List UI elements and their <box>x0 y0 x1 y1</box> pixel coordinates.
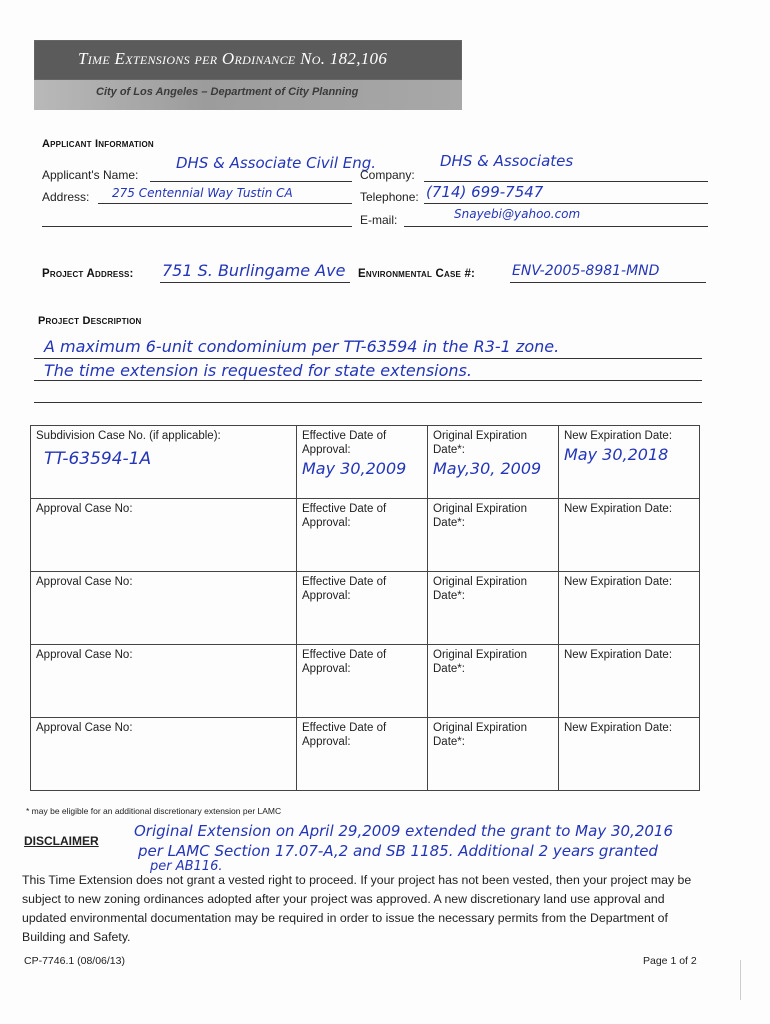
approval-case-label: Approval Case No: <box>36 722 133 734</box>
description-rule-2 <box>34 380 702 381</box>
effective-date-cell[interactable] <box>297 645 428 718</box>
department-subtitle: City of Los Angeles – Department of City Planning <box>96 86 359 98</box>
approval-case-cell[interactable] <box>31 718 297 791</box>
company-line <box>424 181 708 182</box>
original-expiration-label: Original Expiration Date*: <box>433 576 527 602</box>
original-expiration-cell[interactable] <box>428 426 559 499</box>
table-row <box>31 426 700 499</box>
address-line-2 <box>42 226 352 227</box>
effective-date-label: Effective Date of Approval: <box>302 722 387 748</box>
company-label: Company: <box>360 168 415 182</box>
approval-case-cell[interactable] <box>31 572 297 645</box>
header-banner <box>34 40 462 110</box>
effective-date-label: Effective Date of Approval: <box>302 503 387 529</box>
table-row <box>31 572 700 645</box>
effective-date-cell[interactable] <box>297 499 428 572</box>
new-expiration-label: New Expiration Date: <box>564 649 673 661</box>
effective-date-label: Effective Date of Approval: <box>302 576 387 602</box>
new-expiration-cell[interactable] <box>559 499 700 572</box>
handwritten-note-line-1: Original Extension on April 29,2009 extended the grant to May 30,2016 <box>134 822 673 840</box>
applicant-name-label: Applicant's Name: <box>42 168 139 182</box>
address-label: Address: <box>42 190 90 204</box>
new-expiration-cell[interactable] <box>559 645 700 718</box>
approval-case-label: Approval Case No: <box>36 576 133 588</box>
original-expiration-label: Original Expiration Date*: <box>433 722 527 748</box>
effective-date-cell[interactable] <box>297 572 428 645</box>
approval-case-label: Approval Case No: <box>36 649 133 661</box>
scan-edge-mark <box>740 960 741 1000</box>
original-expiration-cell[interactable] <box>428 645 559 718</box>
project-address-field[interactable]: 751 S. Burlingame Ave <box>162 261 346 280</box>
new-expiration-cell[interactable] <box>559 572 700 645</box>
new-expiration-cell[interactable] <box>559 718 700 791</box>
effective-date-value: May 30,2009 <box>302 459 407 478</box>
subdivision-case-label: Subdivision Case No. (if applicable): <box>36 430 221 442</box>
telephone-line <box>424 203 708 204</box>
effective-date-label: Effective Date of Approval: <box>302 430 387 456</box>
applicant-name-line <box>150 181 352 182</box>
new-expiration-label: New Expiration Date: <box>564 576 673 588</box>
environmental-case-field[interactable]: ENV-2005-8981-MND <box>512 263 660 279</box>
email-field[interactable]: Snayebi@yahoo.com <box>454 207 581 221</box>
original-expiration-cell[interactable] <box>428 718 559 791</box>
address-line <box>98 203 352 204</box>
telephone-label: Telephone: <box>360 190 419 204</box>
effective-date-cell[interactable] <box>297 718 428 791</box>
original-expiration-cell[interactable] <box>428 572 559 645</box>
company-field[interactable]: DHS & Associates <box>440 152 574 170</box>
original-expiration-label: Original Expiration Date*: <box>433 503 527 529</box>
subdivision-case-value: TT-63594-1A <box>44 449 152 469</box>
approval-case-cell[interactable] <box>31 499 297 572</box>
extension-footnote: * may be eligible for an additional discretionary extension per LAMC <box>26 806 282 816</box>
project-description-line-1[interactable]: A maximum 6-unit condominium per TT-63594 in the R3-1 zone. <box>44 337 560 356</box>
project-address-line <box>160 282 350 283</box>
email-line <box>404 226 708 227</box>
environmental-case-line <box>510 282 706 283</box>
disclaimer-heading: DISCLAIMER <box>24 834 99 848</box>
approval-case-label: Approval Case No: <box>36 503 133 515</box>
effective-date-cell[interactable] <box>297 426 428 499</box>
new-expiration-label: New Expiration Date: <box>564 503 673 515</box>
subdivision-case-cell[interactable] <box>31 426 297 499</box>
handwritten-note-line-2: per LAMC Section 17.07-A,2 and SB 1185. Additional 2 years granted <box>138 842 658 860</box>
project-description-title: Project Description <box>38 315 142 327</box>
project-description-line-2[interactable]: The time extension is requested for state extensions. <box>44 361 472 380</box>
applicant-name-field[interactable]: DHS & Associate Civil Eng. <box>176 154 377 172</box>
original-expiration-cell[interactable] <box>428 499 559 572</box>
telephone-field[interactable]: (714) 699-7547 <box>426 183 544 201</box>
new-expiration-value: May 30,2018 <box>564 445 669 464</box>
email-label: E-mail: <box>360 213 398 227</box>
approval-case-cell[interactable] <box>31 645 297 718</box>
table-row <box>31 645 700 718</box>
new-expiration-label: New Expiration Date: <box>564 722 673 734</box>
effective-date-label: Effective Date of Approval: <box>302 649 387 675</box>
description-rule-1 <box>34 358 702 359</box>
case-table <box>30 425 700 791</box>
new-expiration-label: New Expiration Date: <box>564 430 673 442</box>
original-expiration-value: May,30, 2009 <box>433 459 542 478</box>
handwritten-note-line-3: per AB116. <box>150 859 223 874</box>
table-row <box>31 499 700 572</box>
original-expiration-label: Original Expiration Date*: <box>433 649 527 675</box>
original-expiration-label: Original Expiration Date*: <box>433 430 527 456</box>
description-rule-3 <box>34 402 702 403</box>
environmental-case-label: Environmental Case #: <box>358 268 476 280</box>
project-address-label: Project Address: <box>42 268 134 280</box>
address-field[interactable]: 275 Centennial Way Tustin CA <box>112 186 293 200</box>
applicant-section-title: Applicant Information <box>42 138 154 150</box>
table-row <box>31 718 700 791</box>
disclaimer-text: This Time Extension does not grant a vested right to proceed. If your project has not been vested, then your project may be subject to new zoning ordinances adopted after your project was approved. A new discretionary land use approval and updated environmental documentation may be required in order to issue the necessary permits from the Department of Building and Safety. <box>22 873 692 944</box>
form-number: CP-7746.1 (08/06/13) <box>24 955 125 967</box>
new-expiration-cell[interactable] <box>559 426 700 499</box>
form-title: Time Extensions per Ordinance No. 182,106 <box>78 49 388 68</box>
page-number: Page 1 of 2 <box>643 955 697 967</box>
